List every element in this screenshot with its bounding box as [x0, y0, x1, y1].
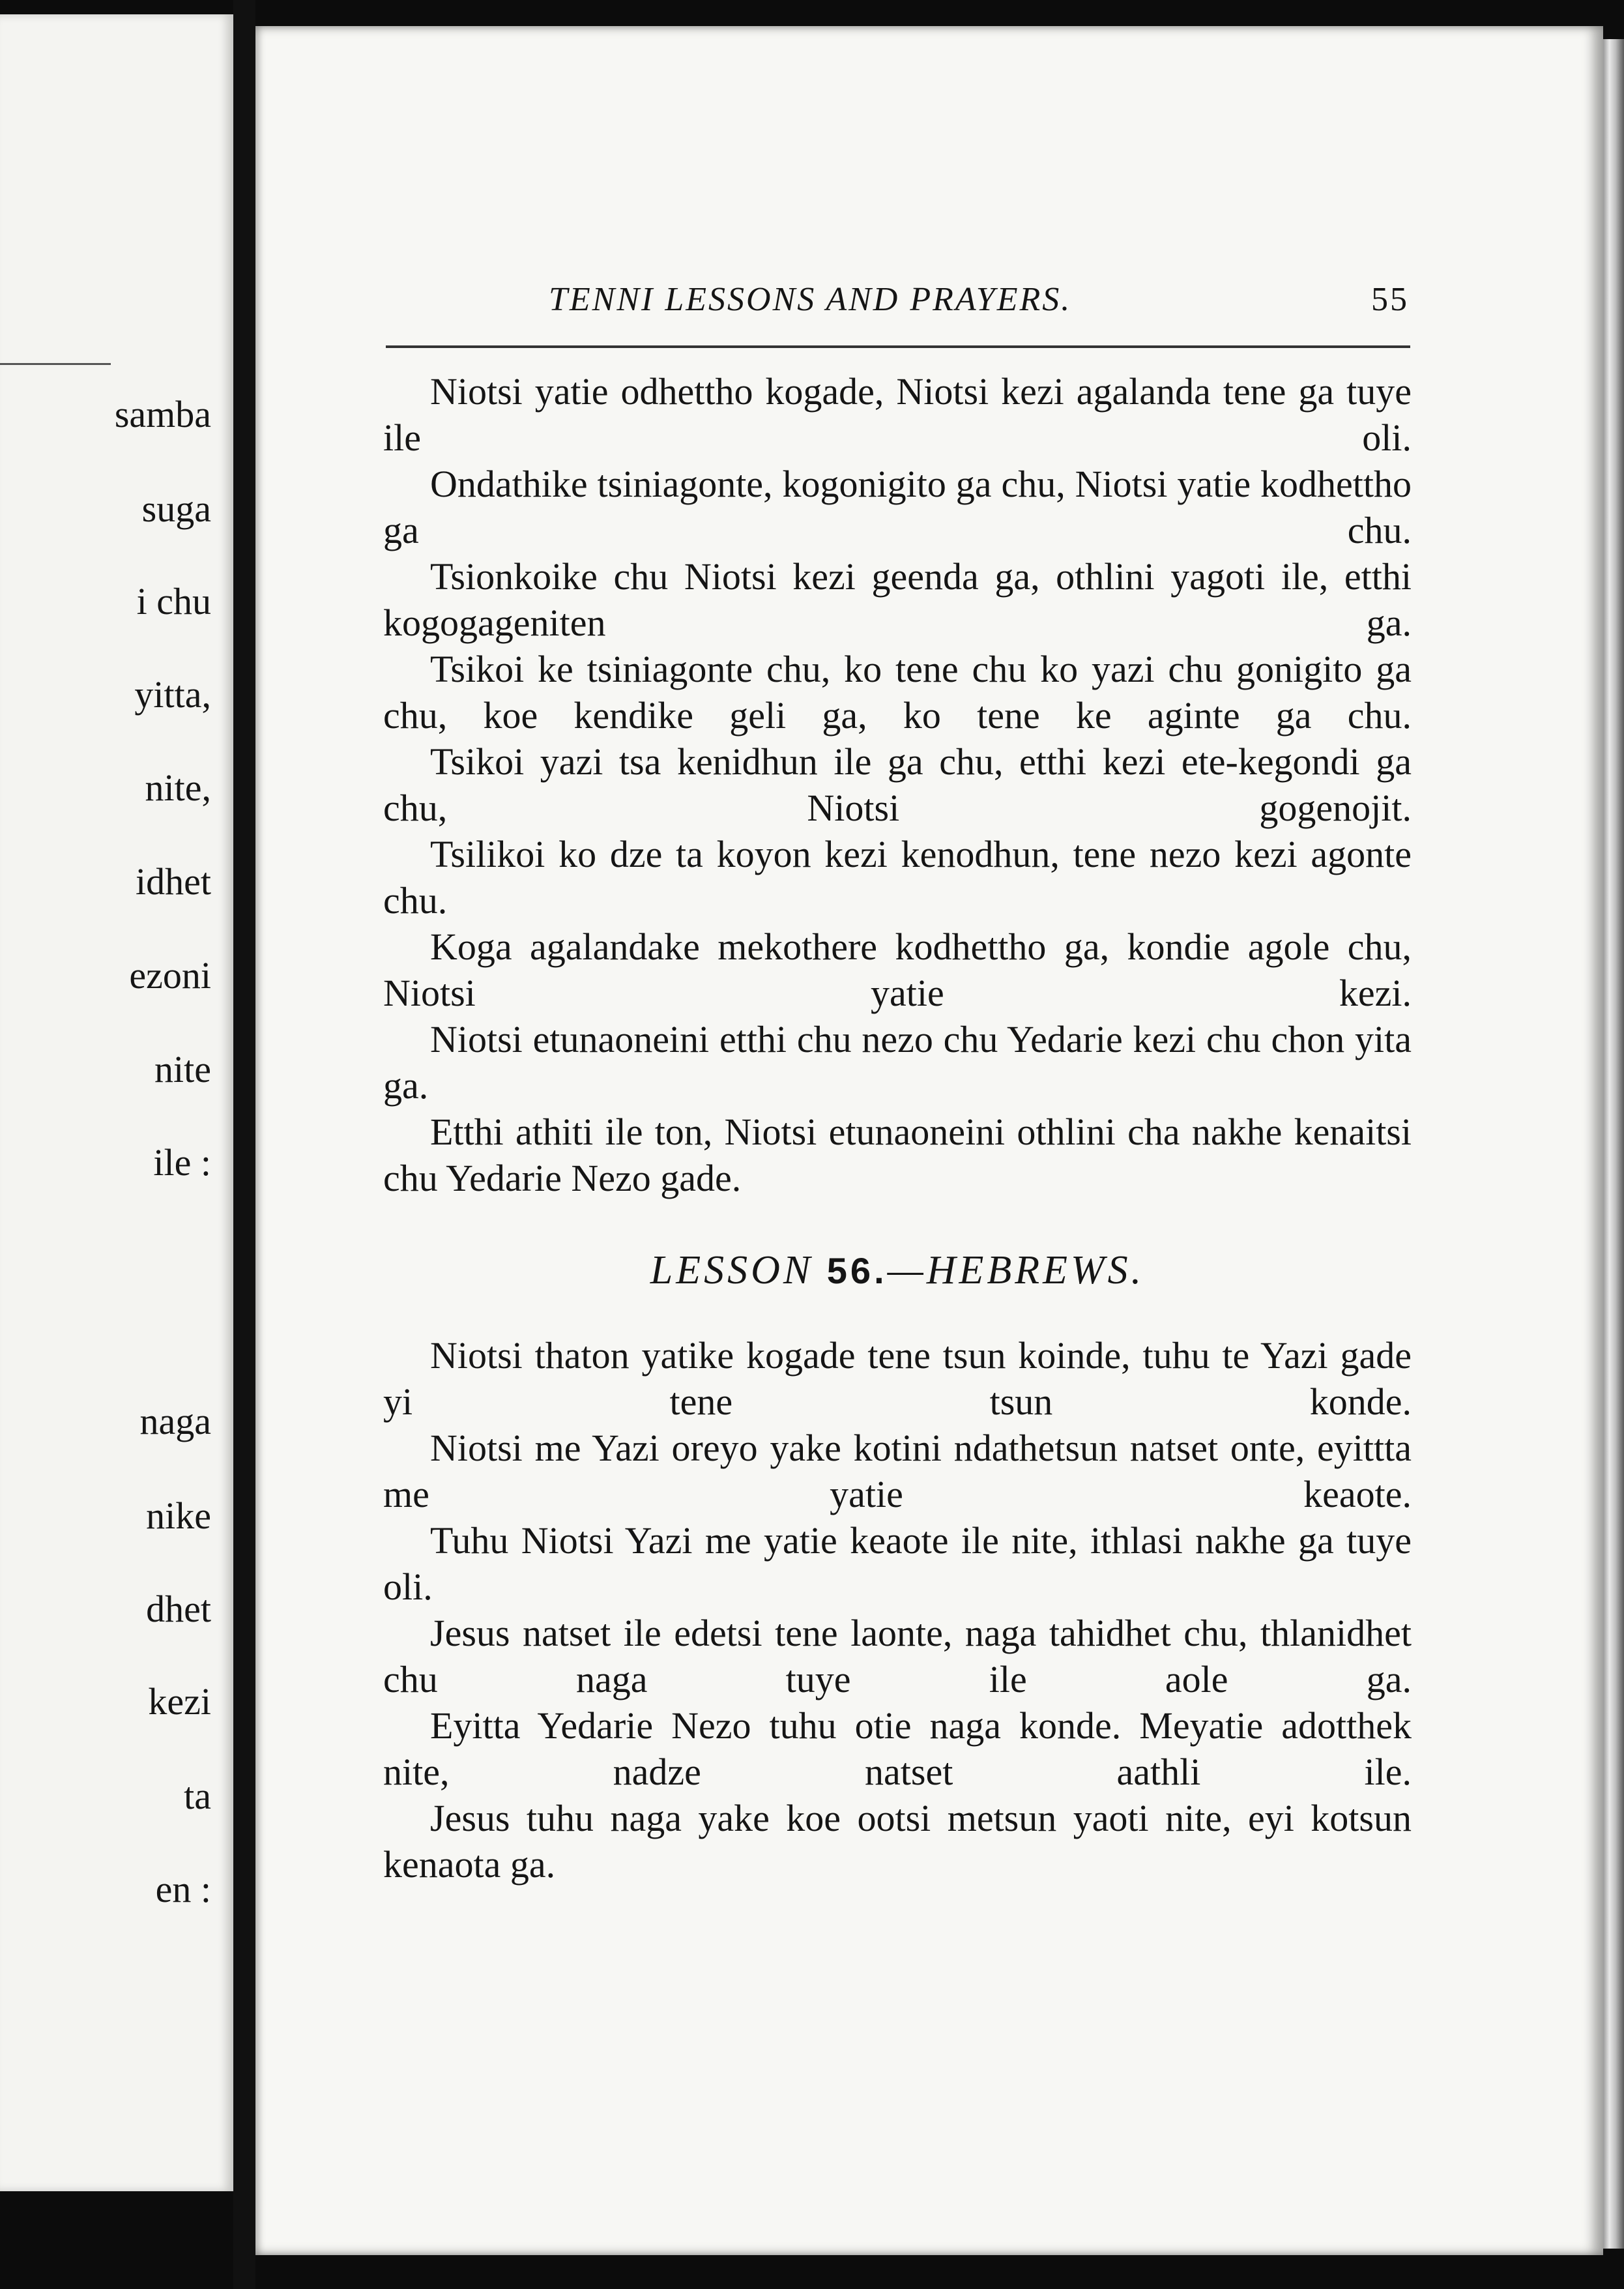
facing-fragment: suga: [141, 488, 211, 530]
lesson-number: 56.: [826, 1250, 888, 1291]
facing-fragment: ile :: [153, 1141, 211, 1184]
facing-fragment: ezoni: [129, 954, 211, 997]
facing-fragment: naga: [139, 1400, 211, 1442]
facing-fragment: ta: [184, 1775, 211, 1817]
lesson-heading: [383, 1247, 1412, 1294]
facing-page-fragment: [0, 14, 233, 2191]
running-header: [549, 280, 1409, 322]
facing-fragment: idhet: [136, 860, 211, 903]
facing-fragment: dhet: [146, 1588, 211, 1630]
lesson-heading-book: —HEBREWS.: [887, 1248, 1145, 1292]
paragraph: Eyitta Yedarie Nezo tuhu otie naga konde. Meyatie adotthek nite, nadze natset aathli ile.: [383, 1704, 1412, 1793]
facing-page-rule: [0, 363, 111, 365]
paragraph: Niotsi thaton yatike kogade tene tsun koinde, tuhu te Yazi gade yi tene tsun konde.: [383, 1334, 1412, 1423]
paragraph: Niotsi me Yazi oreyo yake kotini ndathetsun natset onte, eyittta me yatie keaote.: [383, 1427, 1412, 1515]
paragraph: Tsilikoi ko dze ta koyon kezi kenodhun, tene nezo kezi agonte chu.: [383, 833, 1412, 922]
facing-fragment: kezi: [148, 1680, 211, 1723]
page-body: [383, 368, 1412, 1888]
lesson-heading-label: LESSON: [650, 1248, 827, 1292]
facing-fragment: nite: [154, 1048, 211, 1090]
facing-fragment: nite,: [145, 766, 211, 809]
facing-fragment: yitta,: [134, 673, 211, 716]
facing-fragment: en :: [155, 1868, 211, 1910]
facing-fragment: nike: [146, 1494, 211, 1537]
book-gutter: [233, 0, 255, 2289]
header-rule: [386, 345, 1410, 348]
paragraph: Tsikoi ke tsiniagonte chu, ko tene chu ko yazi chu gonigito ga chu, koe kendike geli ga, ko tene ke aginte ga chu.: [383, 648, 1412, 736]
paragraph: Niotsi etunaoneini etthi chu nezo chu Yedarie kezi chu chon yita ga.: [383, 1018, 1412, 1107]
facing-fragment: i chu: [136, 580, 211, 622]
paragraph: Tsikoi yazi tsa kenidhun ile ga chu, etthi kezi ete-kegondi ga chu, Niotsi gogenojit.: [383, 740, 1412, 829]
paragraph: Jesus natset ile edetsi tene laonte, naga tahidhet chu, thlanidhet chu naga tuye ile aole ga.: [383, 1612, 1412, 1700]
running-title: TENNI LESSONS AND PRAYERS.: [549, 281, 1072, 318]
paragraph: Ondathike tsiniagonte, kogonigito ga chu, Niotsi yatie kodhettho ga chu.: [383, 463, 1412, 551]
paragraph: Koga agalandake mekothere kodhettho ga, kondie agole chu, Niotsi yatie kezi.: [383, 926, 1412, 1014]
paragraph: Niotsi yatie odhettho kogade, Niotsi kezi agalanda tene ga tuye ile oli.: [383, 370, 1412, 459]
page-edge: [1603, 39, 1624, 2249]
paragraph: Tsionkoike chu Niotsi kezi geenda ga, othlini yagoti ile, etthi kogogageniten ga.: [383, 555, 1412, 644]
paragraph: Tuhu Niotsi Yazi me yatie keaote ile nite, ithlasi nakhe ga tuye oli.: [383, 1519, 1412, 1608]
page-number: 55: [1371, 281, 1409, 318]
facing-fragment: samba: [114, 393, 211, 435]
paragraph: Etthi athiti ile ton, Niotsi etunaoneini othlini cha nakhe kenaitsi chu Yedarie Nezo gade.: [383, 1111, 1412, 1199]
paragraph: Jesus tuhu naga yake koe ootsi metsun yaoti nite, eyi kotsun kenaota ga.: [383, 1797, 1412, 1886]
